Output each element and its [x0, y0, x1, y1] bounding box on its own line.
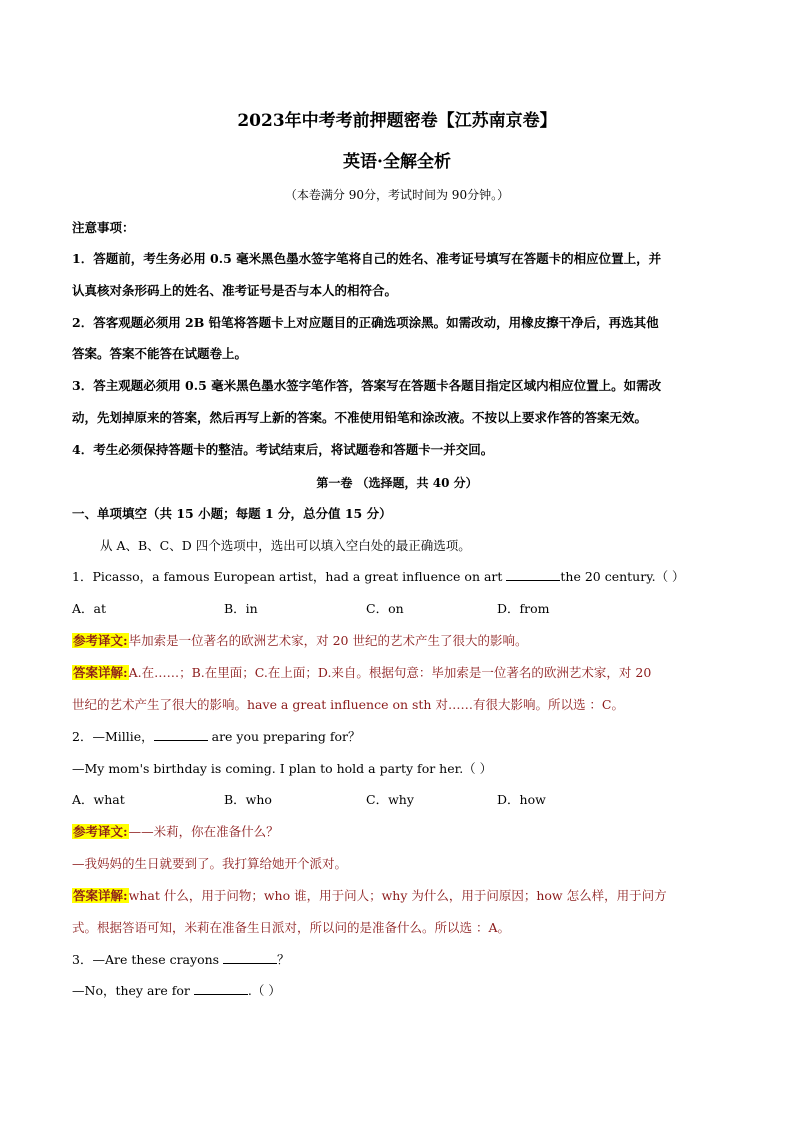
translation-label: 参考译文: — [73, 824, 128, 839]
note-3-line-2: 动，先划掉原来的答案，然后再写上新的答案。不准使用铅笔和涂改液。不按以上要求作答的答案无效。 — [72, 410, 648, 425]
q2-option-d: D．how — [497, 792, 546, 807]
exam-info: （本卷满分 90分，考试时间为 90分钟。） — [284, 188, 510, 202]
section-instruction: 从 A、B、C、D 四个选项中，选出可以填入空白处的最正确选项。 — [100, 538, 471, 553]
explanation-label: 答案详解: — [73, 665, 128, 680]
answer-blank — [506, 569, 560, 581]
page-title: 2023年中考考前押题密卷【江苏南京卷】 — [237, 111, 557, 131]
explanation-label: 答案详解: — [73, 888, 128, 903]
answer-blank — [154, 729, 208, 741]
q2-option-c: C．why — [366, 792, 414, 807]
note-2-line-2: 答案。答案不能答在试题卷上。 — [72, 346, 248, 361]
note-4: 4．考生必须保持答题卡的整洁。考试结束后，将试题卷和答题卡一并交回。 — [72, 442, 494, 457]
answer-blank — [194, 983, 248, 995]
translation-label: 参考译文: — [73, 633, 128, 648]
q2-translation-line-1: 参考译文:——米莉，你在准备什么？ — [73, 824, 279, 839]
page-subtitle: 英语·全解全析 — [343, 152, 451, 172]
q2-option-b: B．who — [224, 792, 272, 807]
q1-option-d: D．from — [497, 601, 550, 616]
q1-option-a: A．at — [72, 601, 107, 616]
question-1-stem: 1．Picasso，a famous European artist，had a great influence on art the 20 century.（ ） — [72, 569, 685, 584]
question-3-stem: 3．—Are these crayons ？ — [72, 952, 290, 967]
part-title: 第一卷 （选择题，共 40 分） — [316, 476, 478, 490]
q2-explanation-line-1: 答案详解:what 什么，用于问物；who 谁，用于问人；why 为什么，用于问原因；how 怎么样，用于问方 — [73, 888, 667, 903]
note-1-line-1: 1．答题前，考生务必用 0.5 毫米黑色墨水签字笔将自己的姓名、准考证号填写在答题卡的相应位置上，并 — [72, 251, 662, 266]
q2-translation-line-2: —我妈妈的生日就要到了。我打算给她开个派对。 — [72, 856, 348, 871]
q1-option-c: C．on — [366, 601, 404, 616]
q1-translation: 参考译文:毕加索是一位著名的欧洲艺术家，对 20 世纪的艺术产生了很大的影响。 — [73, 633, 528, 648]
section-heading: 一、单项填空（共 15 小题；每题 1 分，总分值 15 分） — [72, 506, 392, 521]
q1-explanation-line-2: 世纪的艺术产生了很大的影响。have a great influence on sth 对……有很大影响。所以选 ：C。 — [72, 697, 624, 712]
question-2-stem: 2．—Millie， are you preparing for？ — [72, 729, 361, 744]
note-2-line-1: 2．答客观题必须用 2B 铅笔将答题卡上对应题目的正确选项涂黑。如需改动，用橡皮擦干净后，再选其他 — [72, 315, 659, 330]
q1-explanation-line-1: 答案详解:A.在……；B.在里面；C.在上面；D.来自。根据句意：毕加索是一位著名的欧洲艺术家，对 20 — [73, 665, 652, 680]
q1-option-b: B．in — [224, 601, 258, 616]
question-2-line-2: —My mom's birthday is coming. I plan to hold a party for her.（ ） — [72, 761, 493, 776]
notes-heading: 注意事项： — [72, 220, 135, 235]
q2-option-a: A．what — [72, 792, 125, 807]
question-3-line-2: —No，they are for .（ ） — [72, 983, 281, 998]
answer-blank — [223, 952, 277, 964]
q2-explanation-line-2: 式。根据答语可知，米莉在准备生日派对，所以问的是准备什么。所以选 ：A。 — [72, 920, 511, 935]
note-1-line-2: 认真核对条形码上的姓名、准考证号是否与本人的相符合。 — [72, 283, 398, 298]
note-3-line-1: 3．答主观题必须用 0.5 毫米黑色墨水签字笔作答，答案写在答题卡各题目指定区域内相应位置上。如需改 — [72, 378, 662, 393]
